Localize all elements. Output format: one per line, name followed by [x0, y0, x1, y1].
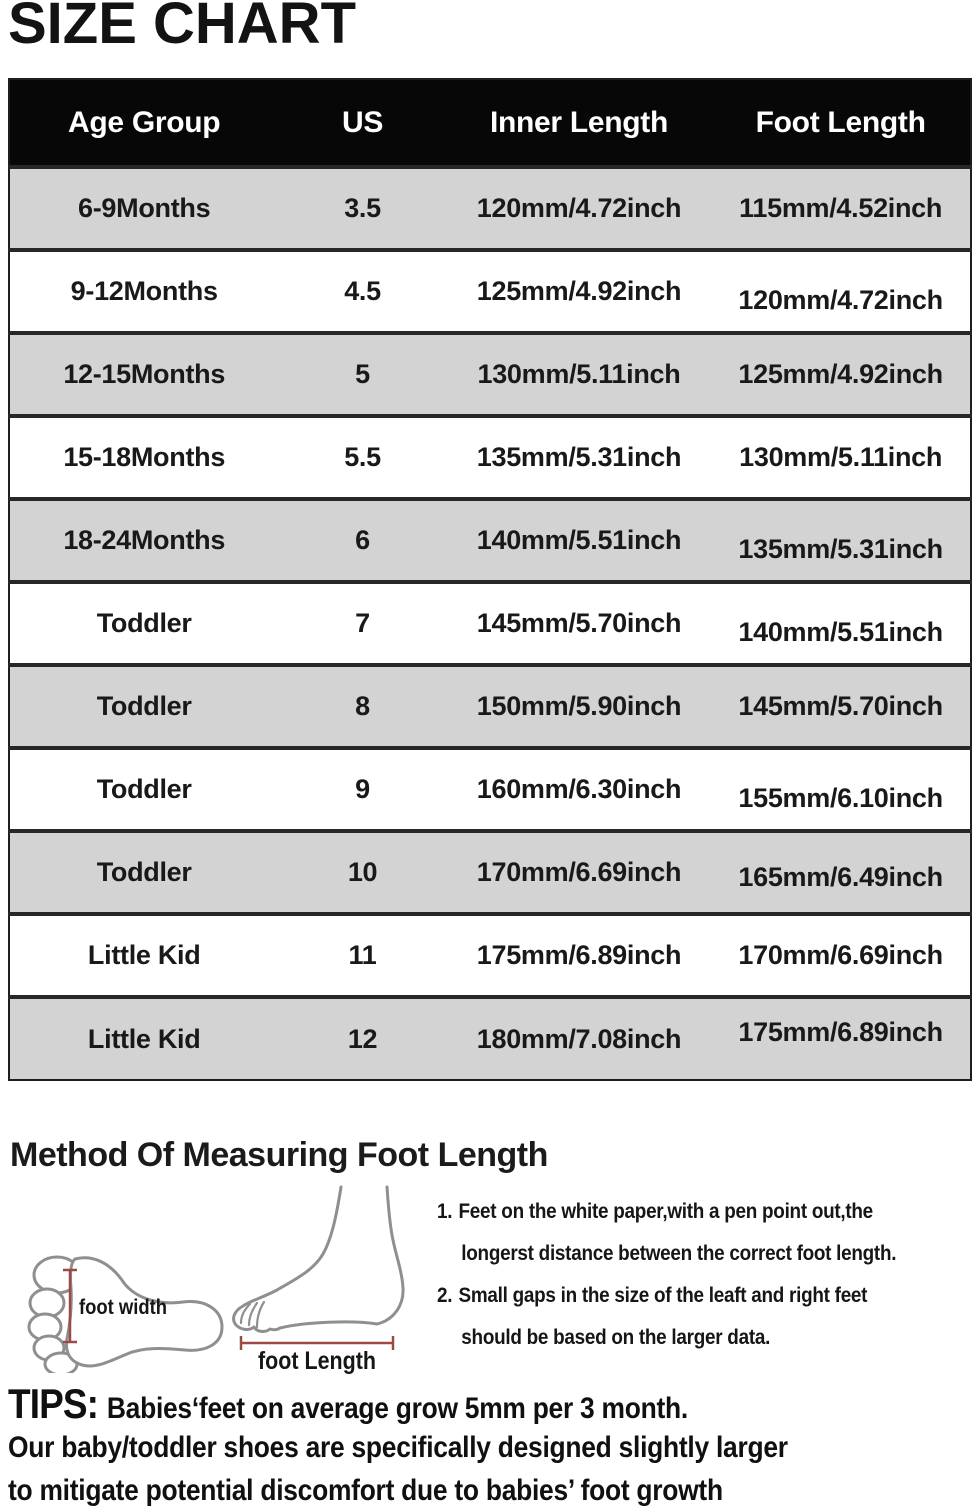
foot-width-diagram: [15, 1248, 230, 1373]
header-foot-length: Foot Length: [755, 105, 926, 139]
cell-us-size: 10: [347, 857, 378, 887]
cell-us-size: 11: [348, 940, 377, 970]
cell-inner-length: 130mm/5.11inch: [477, 359, 681, 389]
foot-length-label: foot Length: [258, 1347, 376, 1375]
header-row: [9, 79, 971, 167]
cell-inner-length: 160mm/6.30inch: [476, 774, 682, 804]
cell-us-size: 5.5: [344, 442, 381, 472]
table-row: [9, 416, 971, 499]
cell-age-group: Little Kid: [87, 940, 201, 970]
cell-age-group: Little Kid: [87, 1023, 201, 1054]
cell-foot-length: 130mm/5.11inch: [739, 442, 943, 472]
step-2-line-2: should be based on the larger data.: [461, 1326, 771, 1349]
header-inner-length: Inner Length: [489, 105, 668, 139]
cell-age-group: 6-9Months: [78, 193, 211, 223]
header-us-size: US: [341, 105, 384, 139]
cell-foot-length: 145mm/5.70inch: [738, 691, 943, 721]
page-title: SIZE CHART: [8, 0, 356, 56]
cell-foot-length: 120mm/4.72inch: [738, 285, 943, 315]
cell-age-group: Toddler: [96, 608, 192, 638]
table-row: [9, 250, 971, 333]
cell-inner-length: 135mm/5.31inch: [476, 442, 682, 472]
cell-us-size: 9: [355, 774, 370, 804]
cell-inner-length: 175mm/6.89inch: [476, 940, 682, 970]
table-row: [9, 333, 971, 416]
cell-foot-length: 135mm/5.31inch: [738, 534, 943, 564]
foot-side-view-icon: [234, 1187, 403, 1331]
cell-age-group: Toddler: [96, 857, 192, 887]
step-1-text: Feet on the white paper,with a pen point out,the: [458, 1200, 873, 1223]
table-header: [9, 79, 971, 167]
cell-age-group: 12-15Months: [63, 359, 226, 389]
cell-inner-length: 150mm/5.90inch: [476, 691, 682, 721]
table-row: [9, 748, 971, 831]
size-chart-rows: [9, 167, 971, 1080]
cell-inner-length: 180mm/7.08inch: [476, 1023, 682, 1054]
table-row: [9, 582, 971, 665]
tips-line-3: to mitigate potential discomfort due to babies’ foot growth: [8, 1474, 723, 1507]
step-2-number: 2.: [437, 1284, 453, 1307]
measuring-instructions: [437, 1191, 977, 1359]
cell-age-group: Toddler: [96, 774, 192, 804]
step-2-line-1: [437, 1275, 977, 1317]
cell-us-size: 7: [355, 608, 370, 638]
table-row: [9, 914, 971, 997]
tips-row-1: [8, 1380, 980, 1426]
cell-us-size: 8: [355, 691, 370, 721]
cell-foot-length: 155mm/6.10inch: [738, 783, 943, 813]
table-row: [9, 167, 971, 250]
cell-us-size: 12: [347, 1023, 378, 1054]
header-age-group: Age Group: [68, 105, 221, 139]
foot-width-label: foot width: [79, 1296, 167, 1319]
cell-age-group: Toddler: [96, 691, 192, 721]
table-row: [9, 665, 971, 748]
cell-foot-length: 170mm/6.69inch: [738, 940, 943, 970]
cell-foot-length: 125mm/4.92inch: [738, 359, 943, 389]
tips-line-2: Our baby/toddler shoes are specifically designed slightly larger: [8, 1431, 788, 1464]
cell-age-group: 9-12Months: [70, 276, 218, 306]
tips-section: [8, 1380, 980, 1512]
cell-us-size: 6: [355, 525, 370, 555]
cell-us-size: 4.5: [344, 276, 381, 306]
cell-foot-length: 140mm/5.51inch: [738, 617, 943, 647]
cell-us-size: 5: [355, 359, 370, 389]
cell-foot-length: 175mm/6.89inch: [738, 1016, 943, 1047]
table-row: [9, 831, 971, 914]
cell-inner-length: 170mm/6.69inch: [476, 857, 682, 887]
cell-inner-length: 140mm/5.51inch: [476, 525, 682, 555]
cell-inner-length: 125mm/4.92inch: [476, 276, 682, 306]
cell-age-group: 18-24Months: [63, 525, 226, 555]
cell-foot-length: 115mm/4.52inch: [739, 193, 943, 223]
table-row: [9, 997, 971, 1080]
size-chart-table: [8, 78, 972, 1081]
step-1-line-1: [437, 1191, 977, 1233]
cell-foot-length: 165mm/6.49inch: [738, 862, 943, 892]
step-1-number: 1.: [437, 1200, 453, 1223]
foot-length-diagram: [228, 1183, 413, 1375]
tips-line-1: Babies‘feet on average grow 5mm per 3 month.: [106, 1392, 688, 1425]
method-heading: Method Of Measuring Foot Length: [10, 1136, 548, 1174]
cell-inner-length: 120mm/4.72inch: [476, 193, 682, 223]
tips-label: TIPS:: [8, 1380, 99, 1427]
step-2-text: Small gaps in the size of the leaft and right feet: [458, 1284, 868, 1307]
step-1-line-2: longerst distance between the correct foot length.: [461, 1242, 897, 1265]
cell-us-size: 3.5: [344, 193, 381, 223]
cell-inner-length: 145mm/5.70inch: [476, 608, 682, 638]
cell-age-group: 15-18Months: [63, 442, 226, 472]
table-row: [9, 499, 971, 582]
